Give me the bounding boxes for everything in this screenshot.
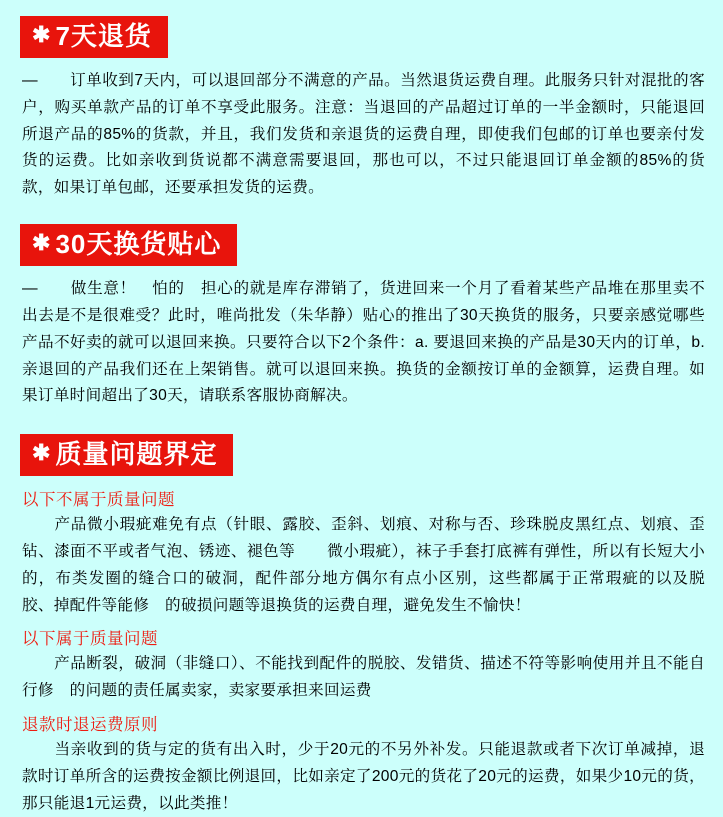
banner-quality-label: 质量问题界定 bbox=[55, 439, 218, 470]
star-icon: ✱ bbox=[32, 230, 52, 256]
body-not-defect: 产品微小瑕疵难免有点（针眼、露胶、歪斜、划痕、对称与否、珍珠脱皮黑红点、划痕、歪钻、漆面不平或者气泡、锈迹、褪色等 微小瑕疵），袜子手套打底裤有弹性，所以有长短大小的，布类发圈的缝合口的破洞，配件部分地方偶尔有点小区别，这些都属于正常瑕疵的以及脱胶、掉配件等能修 的破损问题等退换货的运费自理，避免发生不愉快！ bbox=[22, 516, 705, 614]
banner-exchange bbox=[20, 224, 237, 266]
subheading-is-defect: 以下属于质量问题 bbox=[22, 630, 158, 649]
star-icon: ✱ bbox=[32, 22, 52, 47]
section-returns-body: — 订单收到7天内，可以退回部分不满意的产品。当然退货运费自理。此服务只针对混批的客户，购买单款产品的订单不享受此服务。注意：当退回的产品超过订单的一半金额时，只能退回所退产品的85%的货款，并且，我们发货和亲退货的运费自理，即使我们包邮的订单也要亲付发货的运费。比如亲收到货说都不满意需要退回，那也可以，不过只能退回订单金额的85%的货款，如果订单包邮，还要承担发货的运费。 bbox=[22, 72, 705, 197]
section-exchange-body: — 做生意！ 怕的 担心的就是库存滞销了，货进回来一个月了看着某些产品堆在那里卖不出去是不是很难受？此时，唯尚批发（朱华静）贴心的推出了30天换货的服务，只要亲感觉哪些产品不好卖的就可以退回来换。只要符合以下2个条件：a. 要退回来换的产品是30天内的订单，b. 亲退回的产品我们还在上架销售。就可以退回来换。换货的金额按订单的金额算，运费自理。如果订单时间超出了30天，请联系客服协商解决。 bbox=[22, 280, 705, 405]
star-icon: ✱ bbox=[32, 440, 52, 466]
subheading-refund-shipping: 退款时退运费原则 bbox=[22, 716, 158, 734]
body-is-defect: 产品断裂，破洞（非缝口）、不能找到配件的脱胶、发错货、描述不符等影响使用并且不能自行修 的问题的责任属卖家，卖家要承担来回运费 bbox=[22, 655, 705, 700]
banner-quality bbox=[20, 434, 233, 476]
banner-returns bbox=[20, 16, 168, 58]
section-quality-header bbox=[20, 434, 709, 476]
banner-returns-label: 7天退货 bbox=[55, 21, 152, 51]
quality-block-not-defect bbox=[14, 486, 709, 619]
banner-exchange-label: 30天换货贴心 bbox=[55, 229, 222, 260]
quality-block-refund-shipping bbox=[14, 711, 709, 817]
body-refund-shipping: 当亲收到的货与定的货有出入时，少于20元的不另外补发。只能退款或者下次订单减掉，退款时订单所含的运费按金额比例退回，比如亲定了200元的货花了20元的运费，如果少10元的货，那只能退1元运费，以此类推！ bbox=[22, 741, 705, 812]
section-returns-header bbox=[20, 16, 709, 58]
section-exchange-header bbox=[20, 224, 709, 266]
quality-block-is-defect bbox=[14, 625, 709, 705]
subheading-not-defect: 以下不属于质量问题 bbox=[22, 491, 175, 510]
